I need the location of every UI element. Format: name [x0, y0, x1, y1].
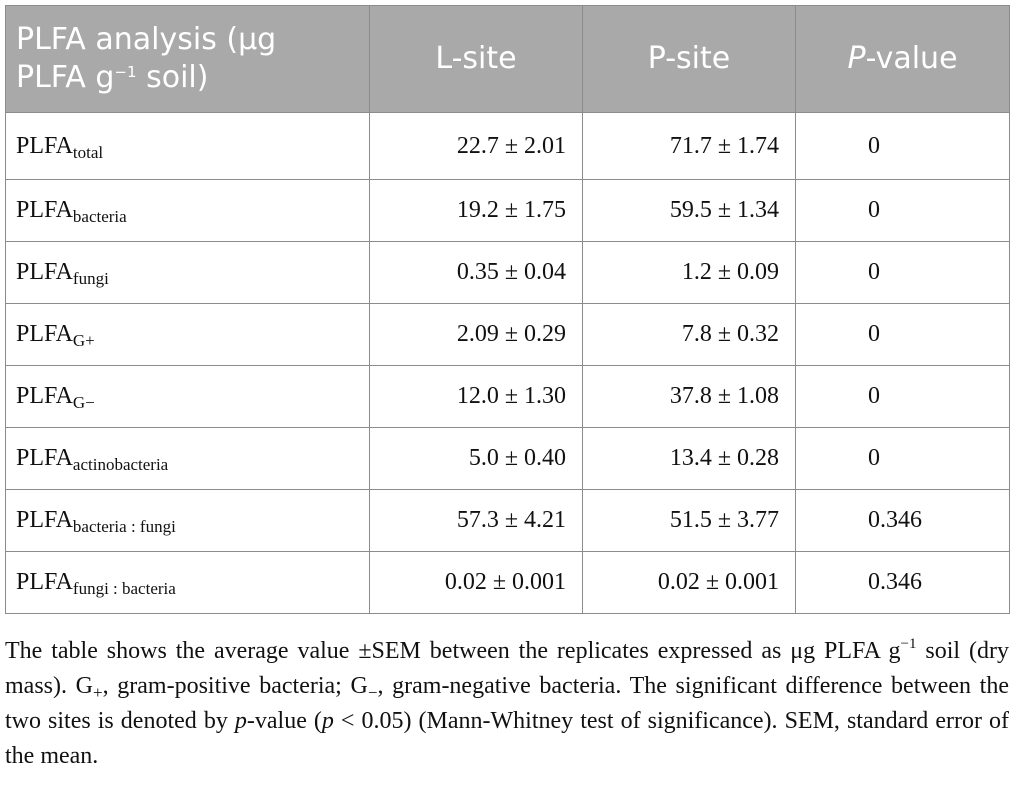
table-row [6, 490, 1010, 552]
row-label-base: PLFA [16, 321, 73, 347]
header-l-site: L-site [370, 6, 583, 113]
row-label-base: PLFA [16, 132, 73, 159]
p-site-value: 71.7 ± 1.74 [583, 113, 796, 180]
header-plfa-analysis [6, 6, 370, 113]
table-row [6, 304, 1010, 366]
footnote-part4: , gram-negative bacteria. The significant difference between the two sites is denoted by [5, 673, 1009, 734]
row-label-base: PLFA [16, 383, 73, 409]
header-p-rest: -value [865, 41, 958, 76]
p-value: 0 [796, 242, 1010, 304]
row-label-sub: G− [72, 393, 95, 412]
p-value: 0.346 [796, 552, 1010, 614]
table-row [6, 242, 1010, 304]
footnote-sub-plus: + [93, 683, 103, 702]
row-label-base: PLFA [16, 197, 73, 223]
row-label-sub: bacteria : fungi [72, 517, 176, 536]
row-label-sub: total [72, 142, 104, 162]
footnote-part1: The table shows the average value ±SEM between the replicates expressed as μg PLFA g [5, 638, 901, 664]
footnote-italic-p2: p [321, 708, 334, 734]
header-p-value [796, 6, 1010, 113]
row-label-base: PLFA [16, 445, 73, 471]
table-row [6, 366, 1010, 428]
row-label [6, 366, 370, 428]
row-label [6, 490, 370, 552]
row-label [6, 552, 370, 614]
p-site-value: 7.8 ± 0.32 [583, 304, 796, 366]
l-site-value: 0.02 ± 0.001 [370, 552, 583, 614]
plfa-table [5, 5, 1010, 614]
p-value: 0 [796, 304, 1010, 366]
row-label-base: PLFA [16, 569, 73, 595]
footnote-italic-p: p [234, 708, 247, 734]
row-label-base: PLFA [16, 507, 73, 533]
header-plfa-sup: −1 [114, 63, 137, 81]
p-value: 0 [796, 180, 1010, 242]
l-site-value: 12.0 ± 1.30 [370, 366, 583, 428]
row-label [6, 242, 370, 304]
header-row [6, 6, 1010, 113]
header-plfa-line1: PLFA analysis (μg [16, 22, 277, 57]
footnote-part3: , gram-positive bacteria; G [102, 673, 368, 699]
p-site-value: 37.8 ± 1.08 [583, 366, 796, 428]
table-row [6, 113, 1010, 180]
l-site-value: 0.35 ± 0.04 [370, 242, 583, 304]
row-label-sub: G+ [72, 331, 95, 350]
p-value: 0 [796, 366, 1010, 428]
row-label [6, 304, 370, 366]
row-label [6, 113, 370, 180]
l-site-value: 5.0 ± 0.40 [370, 428, 583, 490]
row-label-sub: bacteria [72, 207, 127, 226]
row-label-sub: fungi : bacteria [72, 579, 176, 598]
row-label-sub: actinobacteria [72, 455, 169, 474]
p-value: 0 [796, 428, 1010, 490]
footnote-part2: soil (dry mass). G [5, 638, 1009, 699]
footnote-part5: -value ( [246, 708, 322, 734]
header-p-italic: P [847, 41, 866, 76]
table-row [6, 180, 1010, 242]
p-site-value: 51.5 ± 3.77 [583, 490, 796, 552]
header-p-site: P-site [583, 6, 796, 113]
table-row [6, 552, 1010, 614]
p-value: 0 [796, 113, 1010, 180]
l-site-value: 19.2 ± 1.75 [370, 180, 583, 242]
table-footnote [5, 634, 1009, 774]
p-site-value: 1.2 ± 0.09 [583, 242, 796, 304]
row-label [6, 180, 370, 242]
p-site-value: 0.02 ± 0.001 [583, 552, 796, 614]
l-site-value: 2.09 ± 0.29 [370, 304, 583, 366]
row-label-base: PLFA [16, 259, 73, 285]
p-site-value: 59.5 ± 1.34 [583, 180, 796, 242]
table-row [6, 428, 1010, 490]
row-label-sub: fungi [72, 269, 109, 288]
table-header [6, 6, 1010, 113]
table-body [6, 113, 1010, 614]
table-figure [5, 5, 1009, 798]
l-site-value: 57.3 ± 4.21 [370, 490, 583, 552]
p-value: 0.346 [796, 490, 1010, 552]
p-site-value: 13.4 ± 0.28 [583, 428, 796, 490]
footnote-sup: −1 [900, 636, 917, 652]
header-plfa-line2b: soil) [136, 60, 209, 95]
l-site-value: 22.7 ± 2.01 [370, 113, 583, 180]
header-plfa-line2a: PLFA g [16, 60, 115, 95]
footnote-sub-minus: − [367, 683, 378, 702]
footnote-part6: < 0.05) (Mann-Whitney test of significance). SEM, standard error of the mean. [5, 708, 1009, 769]
row-label [6, 428, 370, 490]
